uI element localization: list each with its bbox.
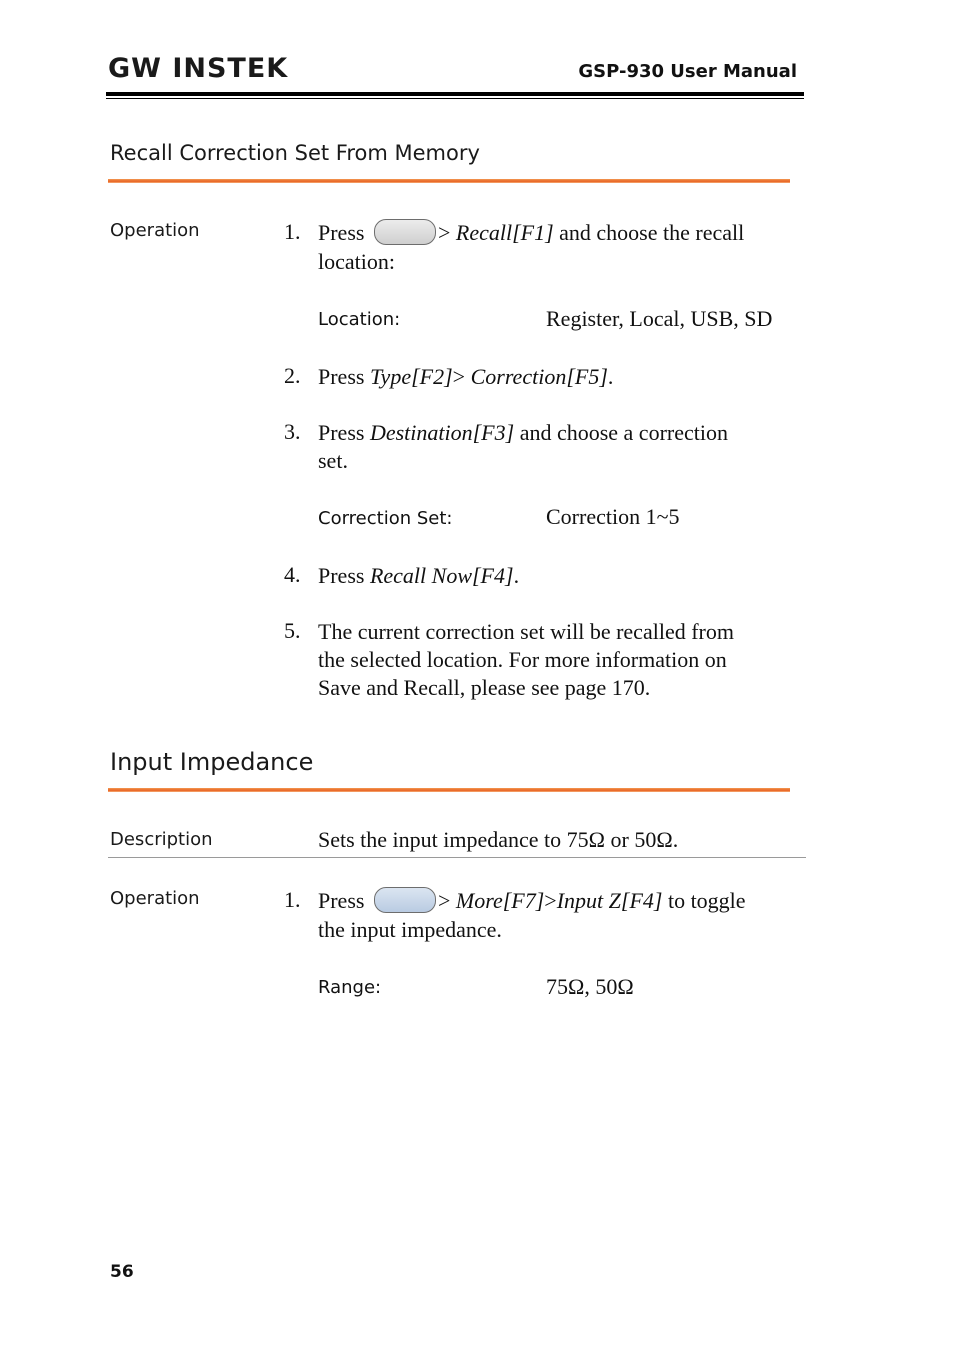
step-text: and choose the recall <box>559 220 745 245</box>
step-5-text-line1: The current correction set will be recalled from <box>318 619 734 644</box>
step-number: 1. <box>284 219 301 244</box>
step-number: 2. <box>284 363 301 388</box>
step-1-text <box>318 219 744 247</box>
brand-logo: GW INSTEK <box>108 53 289 84</box>
step-text: Press <box>318 220 365 245</box>
step-text: > <box>452 364 466 389</box>
step-5-text-line2: the selected location. For more information on <box>318 647 727 672</box>
operation-label: Operation <box>110 888 200 909</box>
document-title: GSP-930 User Manual <box>578 61 797 82</box>
parameter-label: Range: <box>318 977 382 998</box>
step-text: to toggle <box>667 888 746 913</box>
function-key-icon <box>374 887 436 913</box>
step-text: Press <box>318 420 365 445</box>
operation-label: Operation <box>110 220 200 241</box>
impedance-step-1-text <box>318 887 746 915</box>
parameter-value: 75Ω, 50Ω <box>546 974 634 999</box>
softkey-name: Recall Now[F4] <box>369 563 514 588</box>
step-text: > <box>544 888 557 913</box>
step-1-text-line2: location: <box>318 249 395 274</box>
step-text: > <box>437 220 451 245</box>
softkey-name: Recall[F1] <box>455 220 554 245</box>
softkey-name: Type[F2] <box>369 364 453 389</box>
section-title-input-impedance: Input Impedance <box>110 748 314 776</box>
step-text: Press <box>318 888 365 913</box>
description-divider <box>108 857 806 858</box>
softkey-name: Input Z[F4] <box>556 888 663 913</box>
parameter-label: Correction Set: <box>318 508 453 529</box>
impedance-step-1-line2: the input impedance. <box>318 917 502 942</box>
step-text: > <box>437 888 451 913</box>
step-number: 1. <box>284 887 301 912</box>
step-2-text <box>318 363 613 391</box>
step-4-text <box>318 562 519 590</box>
parameter-value: Correction 1~5 <box>546 504 680 529</box>
step-text: . <box>607 364 614 389</box>
page-number: 56 <box>110 1262 134 1282</box>
step-number: 4. <box>284 562 301 587</box>
softkey-name: Correction[F5] <box>470 364 608 389</box>
step-text: Press <box>318 563 365 588</box>
description-text: Sets the input impedance to 75Ω or 50Ω. <box>318 827 679 852</box>
parameter-value: Register, Local, USB, SD <box>546 306 773 331</box>
softkey-name: Destination[F3] <box>369 420 515 445</box>
section-divider <box>108 788 790 792</box>
step-text: and choose a correction <box>519 420 728 445</box>
step-number: 3. <box>284 419 301 444</box>
description-label: Description <box>110 829 213 850</box>
step-3-text-line2: set. <box>318 448 348 473</box>
section-title-recall: Recall Correction Set From Memory <box>110 141 480 165</box>
header-rule-thin <box>106 98 804 99</box>
step-3-text <box>318 419 728 447</box>
step-text: . <box>513 563 520 588</box>
step-5-text-line3: Save and Recall, please see page 170. <box>318 675 651 700</box>
header-rule <box>106 92 804 96</box>
step-text: Press <box>318 364 365 389</box>
step-number: 5. <box>284 618 301 643</box>
parameter-label: Location: <box>318 309 401 330</box>
softkey-name: More[F7] <box>455 888 545 913</box>
section-divider <box>108 179 790 183</box>
recall-key-icon <box>374 219 436 245</box>
